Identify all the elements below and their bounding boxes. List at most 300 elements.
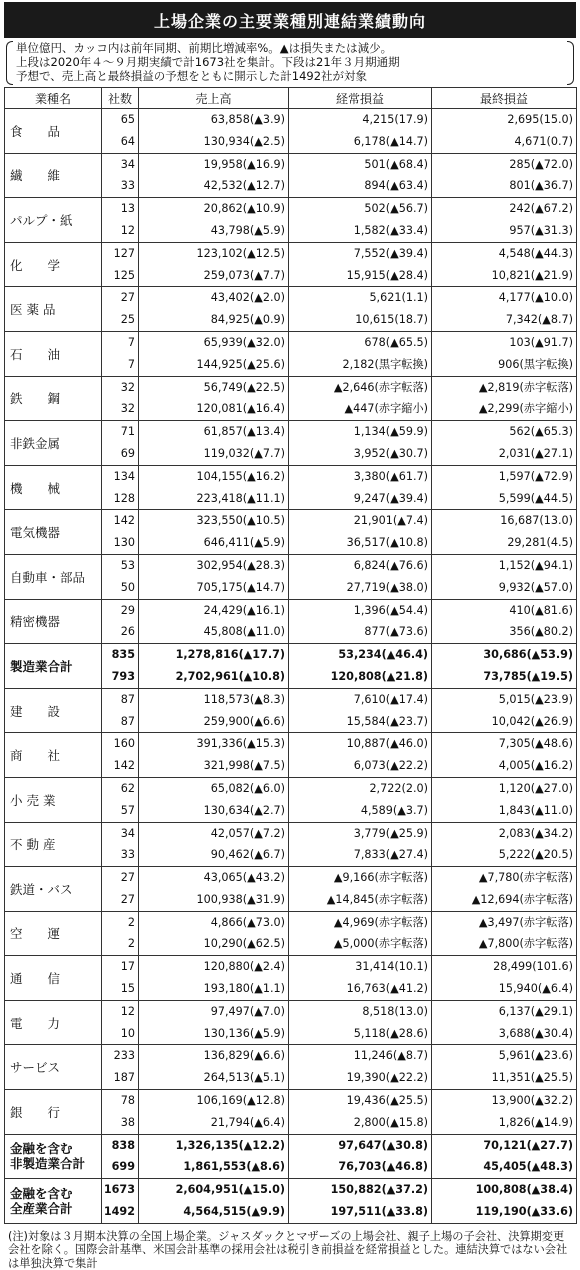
net-profit-line bbox=[432, 131, 576, 153]
ordinary-profit-value: 19,390 bbox=[346, 1071, 386, 1085]
net-profit-value: 16,687 bbox=[500, 514, 540, 528]
net-profit-cell bbox=[432, 1000, 577, 1045]
table-row bbox=[5, 554, 577, 599]
sales-change: (▲22.5) bbox=[242, 380, 285, 394]
ordinary-profit-change: (▲37.2) bbox=[381, 1183, 428, 1197]
ordinary-profit-cell bbox=[289, 109, 432, 154]
ordinary-profit-value: 21,901 bbox=[353, 514, 393, 528]
ordinary-profit-value: 36,517 bbox=[346, 536, 386, 550]
sales-line bbox=[139, 867, 288, 889]
net-profit-value: 28,499 bbox=[493, 960, 533, 974]
sales-line bbox=[139, 666, 288, 688]
company-count: 2 bbox=[127, 937, 135, 951]
ordinary-profit-change: (▲10.8) bbox=[385, 536, 428, 550]
industry-name: サービス bbox=[5, 1045, 102, 1090]
net-profit-value: ▲7,780 bbox=[478, 871, 520, 885]
net-profit-change: (▲48.3) bbox=[526, 1160, 573, 1174]
industry-name: 小 売 業 bbox=[5, 777, 102, 822]
net-profit-change: (▲6.4) bbox=[537, 982, 573, 996]
net-profit-value: 5,015 bbox=[498, 692, 531, 706]
net-profit-line bbox=[432, 978, 576, 1000]
ordinary-profit-line bbox=[289, 421, 431, 443]
ordinary-profit-change: (▲41.2) bbox=[385, 982, 428, 996]
net-profit-change: (▲23.9) bbox=[530, 692, 573, 706]
industry-name-line: 金融を含む bbox=[10, 1141, 73, 1157]
ordinary-profit-cell bbox=[289, 153, 432, 198]
sales-line bbox=[139, 510, 288, 532]
sales-change: (▲43.2) bbox=[242, 871, 285, 885]
header-sales: 売上高 bbox=[139, 88, 289, 109]
net-profit-value: 801 bbox=[509, 179, 531, 193]
net-profit-change: (▲72.0) bbox=[530, 157, 573, 171]
sales-line bbox=[139, 243, 288, 265]
net-profit-change: (▲25.5) bbox=[530, 1071, 573, 1085]
sales-value: 130,634 bbox=[203, 803, 250, 817]
industry-name: 石 油 bbox=[5, 331, 102, 376]
ordinary-profit-value: 2,800 bbox=[353, 1115, 386, 1129]
sales-cell bbox=[139, 242, 289, 287]
ordinary-profit-cell bbox=[289, 1090, 432, 1135]
company-count: 15 bbox=[120, 982, 135, 996]
table-row bbox=[5, 733, 577, 778]
ordinary-profit-value: 11,246 bbox=[353, 1049, 393, 1063]
net-profit-cell bbox=[432, 867, 577, 912]
net-profit-cell bbox=[432, 331, 577, 376]
ordinary-profit-change: (▲38.0) bbox=[385, 580, 428, 594]
net-profit-change: (0.7) bbox=[546, 134, 573, 148]
net-profit-change: (15.0) bbox=[539, 113, 573, 126]
net-profit-change: (▲29.1) bbox=[530, 1004, 573, 1018]
net-profit-value: 4,671 bbox=[514, 134, 547, 148]
ordinary-profit-change: (▲25.9) bbox=[385, 826, 428, 840]
net-profit-value: 2,083 bbox=[498, 826, 531, 840]
ordinary-profit-line bbox=[289, 198, 431, 220]
ordinary-profit-value: ▲2,646 bbox=[333, 380, 375, 394]
sales-value: 646,411 bbox=[203, 536, 250, 550]
table-row bbox=[5, 331, 577, 376]
ordinary-profit-change: (▲59.9) bbox=[385, 425, 428, 439]
sales-value: 4,866 bbox=[210, 915, 243, 929]
sales-line bbox=[139, 600, 288, 622]
company-count-cell bbox=[102, 510, 139, 555]
industry-name: 非鉄金属 bbox=[5, 421, 102, 466]
ordinary-profit-change: (13.0) bbox=[394, 1004, 428, 1018]
ordinary-profit-change: (▲33.4) bbox=[385, 223, 428, 237]
sales-value: 130,934 bbox=[203, 134, 250, 148]
left-bracket bbox=[6, 41, 13, 85]
sales-change: (▲15.3) bbox=[242, 737, 285, 751]
ordinary-profit-line bbox=[289, 621, 431, 643]
company-count: 64 bbox=[120, 134, 135, 148]
ordinary-profit-change: (17.9) bbox=[394, 113, 428, 126]
ordinary-profit-line bbox=[289, 978, 431, 1000]
ordinary-profit-line bbox=[289, 577, 431, 599]
net-profit-value: 100,808 bbox=[475, 1183, 527, 1197]
industry-name: 自動車・部品 bbox=[5, 554, 102, 599]
sales-line bbox=[139, 1023, 288, 1045]
net-profit-change: (▲67.2) bbox=[530, 202, 573, 216]
net-profit-cell bbox=[432, 956, 577, 1001]
ordinary-profit-change: (▲56.7) bbox=[385, 202, 428, 216]
company-count: 87 bbox=[120, 714, 135, 728]
net-profit-change: (▲31.3) bbox=[530, 223, 573, 237]
ordinary-profit-line bbox=[289, 1023, 431, 1045]
ordinary-profit-cell bbox=[289, 688, 432, 733]
sales-cell bbox=[139, 777, 289, 822]
company-count-cell bbox=[102, 554, 139, 599]
sales-value: 321,998 bbox=[203, 759, 250, 773]
net-profit-value: 5,599 bbox=[498, 491, 531, 505]
note-line: 単位億円、カッコ内は前年同期、前期比増減率%。▲は損失または減少。 bbox=[16, 41, 393, 55]
sales-cell bbox=[139, 287, 289, 332]
industry-name: 鉄 鋼 bbox=[5, 376, 102, 421]
net-profit-cell bbox=[432, 554, 577, 599]
sales-change: (▲25.6) bbox=[242, 357, 285, 371]
ordinary-profit-value: 16,763 bbox=[346, 982, 386, 996]
sales-change: (▲6.6) bbox=[249, 1049, 285, 1063]
ordinary-profit-cell bbox=[289, 287, 432, 332]
sales-value: 136,829 bbox=[203, 1049, 250, 1063]
net-profit-line bbox=[432, 443, 576, 465]
net-profit-line bbox=[432, 644, 576, 666]
net-profit-cell bbox=[432, 1179, 577, 1224]
ordinary-profit-line bbox=[289, 1090, 431, 1112]
industry-name: 食 品 bbox=[5, 109, 102, 154]
ordinary-profit-value: ▲9,166 bbox=[333, 871, 375, 885]
company-count: 233 bbox=[113, 1049, 135, 1063]
net-profit-line bbox=[432, 198, 576, 220]
net-profit-value: 10,042 bbox=[491, 714, 531, 728]
sales-value: 1,278,816 bbox=[175, 648, 239, 662]
company-count: 142 bbox=[113, 514, 135, 528]
ordinary-profit-value: ▲4,969 bbox=[333, 915, 375, 929]
ordinary-profit-line bbox=[289, 443, 431, 465]
net-profit-change: (▲91.7) bbox=[530, 335, 573, 349]
header-row bbox=[5, 88, 577, 109]
ordinary-profit-change: (▲46.8) bbox=[381, 1160, 428, 1174]
sales-change: (▲10.5) bbox=[242, 514, 285, 528]
sales-value: 90,462 bbox=[210, 848, 250, 862]
ordinary-profit-value: 3,380 bbox=[353, 469, 386, 483]
ordinary-profit-value: 2,182 bbox=[342, 357, 375, 371]
net-profit-cell bbox=[432, 242, 577, 287]
ordinary-profit-line bbox=[289, 220, 431, 242]
company-count-cell bbox=[102, 465, 139, 510]
net-profit-cell bbox=[432, 911, 577, 956]
sales-value: 63,858 bbox=[210, 113, 250, 126]
company-count: 32 bbox=[120, 402, 135, 416]
net-profit-change: (101.6) bbox=[532, 960, 573, 974]
sales-value: 144,925 bbox=[196, 357, 243, 371]
sales-line bbox=[139, 131, 288, 153]
industry-name: 通 信 bbox=[5, 956, 102, 1001]
table-row bbox=[5, 465, 577, 510]
net-profit-line bbox=[432, 466, 576, 488]
sales-change: (▲2.0) bbox=[249, 291, 285, 305]
table-row bbox=[5, 1090, 577, 1135]
sales-value: 43,065 bbox=[203, 871, 243, 885]
ordinary-profit-cell bbox=[289, 777, 432, 822]
net-profit-value: 1,843 bbox=[498, 803, 531, 817]
net-profit-line bbox=[432, 421, 576, 443]
net-profit-line bbox=[432, 711, 576, 733]
net-profit-change: (▲19.5) bbox=[526, 669, 573, 683]
sales-value: 84,925 bbox=[210, 313, 250, 327]
net-profit-value: 30,686 bbox=[483, 648, 527, 662]
sales-line bbox=[139, 933, 288, 955]
ordinary-profit-line bbox=[289, 510, 431, 532]
net-profit-change: (▲32.2) bbox=[530, 1094, 573, 1108]
company-count: 13 bbox=[120, 202, 135, 216]
sales-change: (▲10.8) bbox=[238, 669, 285, 683]
net-profit-value: 45,405 bbox=[483, 1160, 527, 1174]
sales-line bbox=[139, 332, 288, 354]
ordinary-profit-line bbox=[289, 689, 431, 711]
sales-cell bbox=[139, 1000, 289, 1045]
company-count: 32 bbox=[120, 380, 135, 394]
ordinary-profit-value: 15,584 bbox=[346, 714, 386, 728]
table-row bbox=[5, 956, 577, 1001]
ordinary-profit-change: (▲46.0) bbox=[385, 737, 428, 751]
ordinary-profit-change: (▲17.4) bbox=[385, 692, 428, 706]
ordinary-profit-cell bbox=[289, 822, 432, 867]
company-count: 69 bbox=[120, 446, 135, 460]
table-row bbox=[5, 421, 577, 466]
net-profit-change: (▲23.6) bbox=[530, 1049, 573, 1063]
ordinary-profit-value: 6,073 bbox=[353, 759, 386, 773]
sales-cell bbox=[139, 510, 289, 555]
net-profit-value: 4,177 bbox=[498, 291, 531, 305]
ordinary-profit-line bbox=[289, 532, 431, 554]
net-profit-change: (赤字転落) bbox=[519, 871, 573, 885]
company-count-cell bbox=[102, 911, 139, 956]
sales-line bbox=[139, 287, 288, 309]
sales-line bbox=[139, 1179, 288, 1201]
header-company-count: 社数 bbox=[102, 88, 139, 109]
sales-value: 10,290 bbox=[203, 937, 243, 951]
net-profit-line bbox=[432, 1156, 576, 1178]
net-profit-line bbox=[432, 844, 576, 866]
company-count-cell bbox=[102, 1179, 139, 1224]
ordinary-profit-cell bbox=[289, 198, 432, 243]
sales-cell bbox=[139, 1045, 289, 1090]
sales-change: (▲32.0) bbox=[242, 335, 285, 349]
ordinary-profit-line bbox=[289, 912, 431, 934]
net-profit-value: 957 bbox=[509, 223, 531, 237]
net-profit-line bbox=[432, 109, 576, 131]
net-profit-value: 906 bbox=[498, 357, 520, 371]
ordinary-profit-value: 53,234 bbox=[338, 648, 382, 662]
sales-line bbox=[139, 377, 288, 399]
ordinary-profit-change: (▲73.6) bbox=[385, 625, 428, 639]
net-profit-change: (▲80.2) bbox=[530, 625, 573, 639]
net-profit-change: (▲33.6) bbox=[526, 1205, 573, 1219]
ordinary-profit-line bbox=[289, 309, 431, 331]
sales-cell bbox=[139, 688, 289, 733]
net-profit-value: 1,120 bbox=[498, 781, 531, 795]
ordinary-profit-change: (▲28.4) bbox=[385, 268, 428, 282]
net-profit-value: 1,826 bbox=[498, 1115, 531, 1129]
net-profit-value: 7,305 bbox=[498, 737, 531, 751]
ordinary-profit-value: 1,582 bbox=[353, 223, 386, 237]
ordinary-profit-cell bbox=[289, 421, 432, 466]
net-profit-line bbox=[432, 488, 576, 510]
net-profit-value: 7,342 bbox=[505, 313, 538, 327]
net-profit-change: (▲81.6) bbox=[530, 603, 573, 617]
sales-line bbox=[139, 1001, 288, 1023]
industry-name bbox=[5, 1134, 102, 1179]
net-profit-change: (▲21.9) bbox=[530, 268, 573, 282]
sales-cell bbox=[139, 956, 289, 1001]
ordinary-profit-line bbox=[289, 243, 431, 265]
sales-cell bbox=[139, 554, 289, 599]
net-profit-value: 242 bbox=[509, 202, 531, 216]
company-count: 57 bbox=[120, 803, 135, 817]
industry-name: 精密機器 bbox=[5, 599, 102, 644]
net-profit-value: 9,932 bbox=[498, 580, 531, 594]
header-net-profit: 最終損益 bbox=[432, 88, 577, 109]
ordinary-profit-line bbox=[289, 354, 431, 376]
ordinary-profit-cell bbox=[289, 376, 432, 421]
ordinary-profit-change: (▲25.5) bbox=[385, 1094, 428, 1108]
sales-line bbox=[139, 220, 288, 242]
net-profit-line bbox=[432, 398, 576, 420]
table-row bbox=[5, 599, 577, 644]
industry-name: 銀 行 bbox=[5, 1090, 102, 1135]
sales-change: (▲5.9) bbox=[249, 223, 285, 237]
company-count: 793 bbox=[111, 669, 135, 683]
ordinary-profit-cell bbox=[289, 554, 432, 599]
company-count: 87 bbox=[120, 692, 135, 706]
sales-line bbox=[139, 1090, 288, 1112]
ordinary-profit-value: 76,703 bbox=[338, 1160, 382, 1174]
net-profit-value: 5,222 bbox=[498, 848, 531, 862]
sales-line bbox=[139, 555, 288, 577]
net-profit-change: (赤字縮小) bbox=[519, 402, 573, 416]
note-line: 上段は2020年４～９月期実績で計1673社を集計。下段は21年３月期通期 bbox=[16, 55, 400, 69]
industry-name: 化 学 bbox=[5, 242, 102, 287]
table-row bbox=[5, 1134, 577, 1179]
ordinary-profit-change: (赤字転落) bbox=[374, 915, 428, 929]
sales-value: 259,900 bbox=[203, 714, 250, 728]
header-industry: 業種名 bbox=[5, 88, 102, 109]
ordinary-profit-cell bbox=[289, 1000, 432, 1045]
ordinary-profit-line bbox=[289, 823, 431, 845]
net-profit-line bbox=[432, 1112, 576, 1134]
net-profit-value: ▲3,497 bbox=[478, 915, 520, 929]
ordinary-profit-change: (赤字転落) bbox=[374, 380, 428, 394]
ordinary-profit-change: (赤字転落) bbox=[374, 937, 428, 951]
ordinary-profit-value: 5,118 bbox=[353, 1026, 386, 1040]
ordinary-profit-cell bbox=[289, 1179, 432, 1224]
net-profit-value: 119,190 bbox=[475, 1205, 527, 1219]
sales-change: (▲5.9) bbox=[249, 536, 285, 550]
company-count-cell bbox=[102, 822, 139, 867]
net-profit-value: 1,152 bbox=[498, 558, 531, 572]
company-count: 27 bbox=[120, 291, 135, 305]
sales-change: (▲5.9) bbox=[249, 1026, 285, 1040]
sales-change: (▲12.8) bbox=[242, 1094, 285, 1108]
ordinary-profit-line bbox=[289, 377, 431, 399]
ordinary-profit-value: 5,621 bbox=[369, 291, 402, 305]
ordinary-profit-value: 2,722 bbox=[369, 781, 402, 795]
ordinary-profit-line bbox=[289, 332, 431, 354]
company-count: 78 bbox=[120, 1094, 135, 1108]
company-count: 71 bbox=[120, 425, 135, 439]
sales-cell bbox=[139, 198, 289, 243]
net-profit-cell bbox=[432, 777, 577, 822]
sales-change: (▲6.0) bbox=[249, 781, 285, 795]
sales-cell bbox=[139, 331, 289, 376]
ordinary-profit-value: 3,952 bbox=[353, 446, 386, 460]
ordinary-profit-change: (▲68.4) bbox=[385, 157, 428, 171]
sales-value: 20,862 bbox=[203, 202, 243, 216]
sales-change: (▲7.5) bbox=[249, 759, 285, 773]
sales-value: 61,857 bbox=[203, 425, 243, 439]
net-profit-cell bbox=[432, 822, 577, 867]
page bbox=[4, 2, 576, 1270]
sales-value: 1,326,135 bbox=[175, 1138, 239, 1152]
ordinary-profit-change: (赤字縮小) bbox=[374, 402, 428, 416]
sales-cell bbox=[139, 822, 289, 867]
net-profit-line bbox=[432, 175, 576, 197]
sales-value: 100,938 bbox=[196, 892, 243, 906]
company-count: 27 bbox=[120, 871, 135, 885]
sales-change: (▲31.9) bbox=[242, 892, 285, 906]
net-profit-line bbox=[432, 1023, 576, 1045]
sales-change: (▲15.0) bbox=[238, 1183, 285, 1197]
net-profit-change: (▲27.0) bbox=[530, 781, 573, 795]
net-profit-cell bbox=[432, 421, 577, 466]
company-count: 27 bbox=[120, 892, 135, 906]
results-table bbox=[4, 87, 577, 1224]
ordinary-profit-line bbox=[289, 1067, 431, 1089]
net-profit-value: 15,940 bbox=[498, 982, 538, 996]
company-count: 187 bbox=[113, 1071, 135, 1085]
net-profit-value: ▲12,694 bbox=[471, 892, 520, 906]
sales-value: 56,749 bbox=[203, 380, 243, 394]
company-count: 33 bbox=[120, 848, 135, 862]
net-profit-cell bbox=[432, 733, 577, 778]
net-profit-value: 285 bbox=[509, 157, 531, 171]
sales-value: 24,429 bbox=[203, 603, 243, 617]
unit-note bbox=[4, 38, 576, 87]
ordinary-profit-line bbox=[289, 755, 431, 777]
ordinary-profit-change: (▲28.6) bbox=[385, 1026, 428, 1040]
table-row bbox=[5, 644, 577, 689]
net-profit-cell bbox=[432, 109, 577, 154]
sales-line bbox=[139, 1201, 288, 1223]
net-profit-change: (▲44.3) bbox=[530, 246, 573, 260]
company-count-cell bbox=[102, 956, 139, 1001]
sales-value: 302,954 bbox=[196, 558, 243, 572]
net-profit-change: (▲20.5) bbox=[530, 848, 573, 862]
ordinary-profit-change: (▲46.4) bbox=[381, 648, 428, 662]
ordinary-profit-change: (1.1) bbox=[401, 291, 428, 305]
company-count-cell bbox=[102, 376, 139, 421]
net-profit-change: (▲53.9) bbox=[526, 648, 573, 662]
company-count: 699 bbox=[111, 1160, 135, 1174]
ordinary-profit-value: 10,615 bbox=[355, 313, 395, 327]
sales-value: 119,032 bbox=[203, 446, 250, 460]
net-profit-line bbox=[432, 309, 576, 331]
ordinary-profit-change: (▲61.7) bbox=[385, 469, 428, 483]
ordinary-profit-cell bbox=[289, 465, 432, 510]
company-count-cell bbox=[102, 331, 139, 376]
ordinary-profit-cell bbox=[289, 733, 432, 778]
net-profit-line bbox=[432, 1201, 576, 1223]
ordinary-profit-change: (黒字転換) bbox=[374, 357, 428, 371]
